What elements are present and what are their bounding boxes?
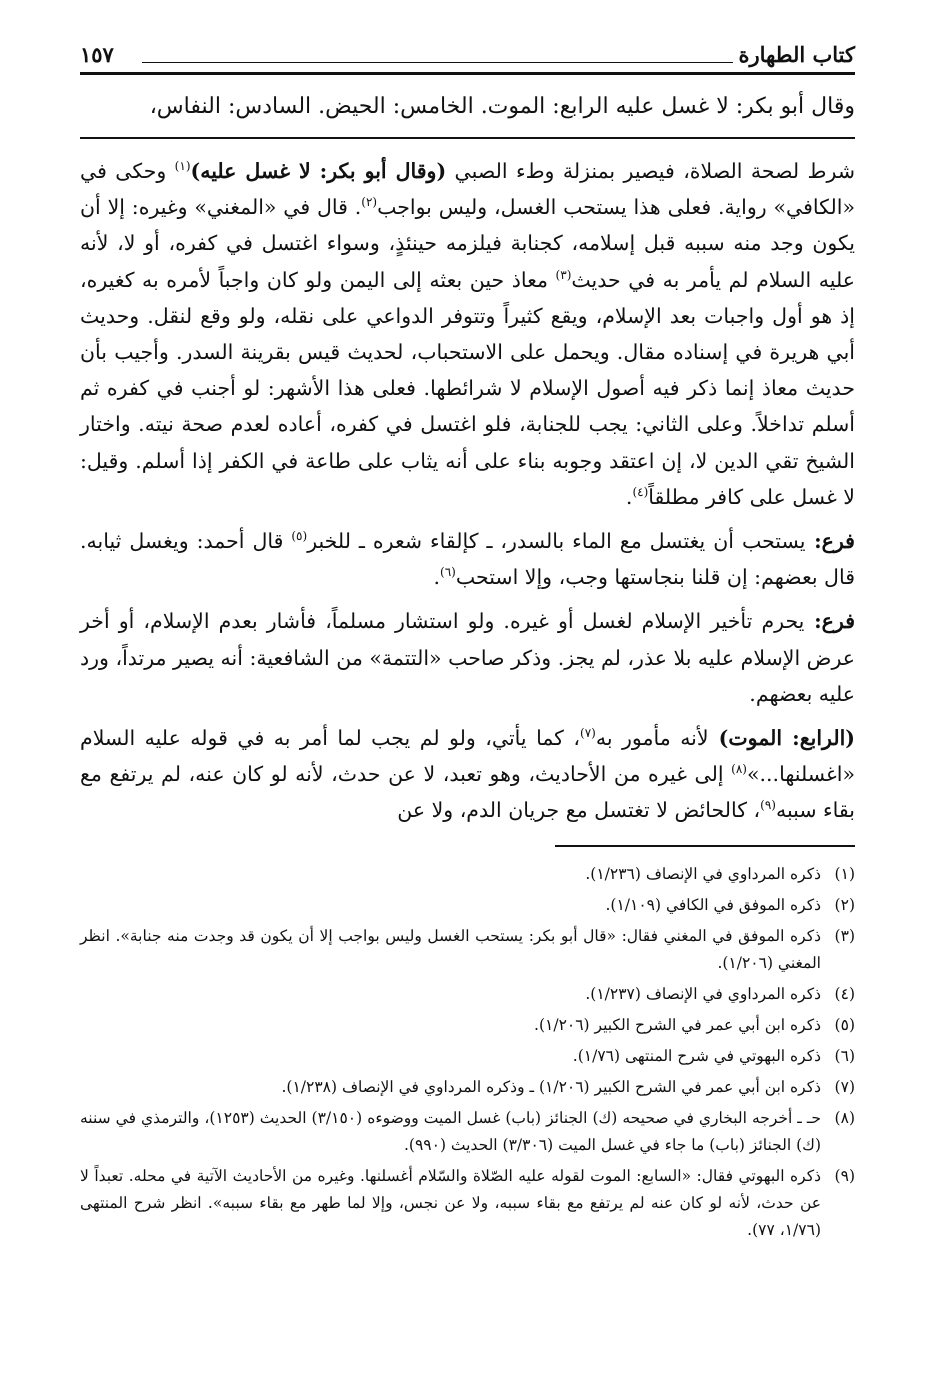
footnote [80, 892, 855, 919]
text-segment: ، كما يأتي، ولو لم يجب لما أمر به في قوله عليه السلام «اغسلنها...» [80, 726, 855, 787]
footnote-number: (٥) [834, 1015, 855, 1034]
text-segment: لأنه مأمور به [595, 726, 709, 751]
footnote-number: (١) [834, 864, 855, 883]
footnote-ref: (٦) [440, 565, 456, 580]
text-segment: . [625, 484, 633, 509]
footnote-ref: (٢) [361, 195, 378, 210]
footnote-number: (٩) [834, 1166, 855, 1185]
footnote-text: ذكره المرداوي في الإنصاف (١/٢٣٦). [585, 864, 821, 883]
quoted-matn: (وقال أبو بكر: لا غسل عليه) [190, 159, 447, 183]
paragraph [80, 153, 855, 515]
header-rule [142, 62, 733, 63]
commentary [80, 153, 855, 829]
far-label: فرع: [805, 529, 855, 554]
text-segment: ، كالحائض لا تغتسل مع جريان الدم، ولا عن [397, 798, 761, 823]
far-label: فرع: [804, 609, 855, 634]
text-segment: . [433, 565, 441, 590]
footnote-text: ذكره ابن أبي عمر في الشرح الكبير (١/٢٠٦) ـ وذكره المرداوي في الإنصاف (١/٢٣٨). [281, 1077, 821, 1096]
footnote-ref: (٧) [580, 726, 596, 741]
footnote-number: (٤) [834, 984, 855, 1003]
matn-text: وقال أبو بكر: لا غسل عليه الرابع: الموت. الخامس: الحيض. السادس: النفاس، [149, 94, 855, 119]
footnote-text: ذكره ابن أبي عمر في الشرح الكبير (١/٢٠٦). [534, 1015, 821, 1034]
footnote [80, 1105, 855, 1159]
text-segment: وحكى في «الكافي» رواية. فعلى هذا يستحب الغسل، وليس بواجب [80, 159, 855, 220]
footnote-number: (٣) [834, 926, 855, 945]
footnote [80, 1043, 855, 1070]
footnote [80, 1074, 855, 1101]
footnote [80, 923, 855, 977]
footnote-ref: (٣) [555, 267, 572, 282]
footnote-number: (٢) [834, 895, 855, 914]
footnote-separator [555, 845, 855, 847]
text-segment: معاذ حين بعثه إلى اليمن ولو كان واجباً لأمره به كغيره، إذ هو أول واجبات بعد الإسلام، ويقع كثيراً وتتوفر الدواعي على نقله، ولو وقع لنقل. وحديث أبي هريرة في إسناده مقال. ويحمل على الاستحباب، لحديث قيس بقرينة السدر. وأجيب بأن حديث معاذ إنما ذكر فيه أصول الإسلام لا شرائطها. فعلى هذا الأشهر: لو أجنب في كفره ثم أسلم تداخلاً. وعلى الثاني: يجب للجنابة، فلو اغتسل في كفره، أعاده لعدم صحة نيته. واختار الشيخ تقي الدين لا، إن اعتقد وجوبه بناء على أنه يثاب على طاعة في الكفر إذا أسلم. وقيل: لا غسل على كافر مطلقاً [80, 267, 855, 509]
text-segment: . قال في «المغني» وغيره: إلا أن يكون وجد منه سببه قبل إسلامه، كجنابة فيلزمه حينئذٍ، وسواء اغتسل في كفره، أو لا، لأنه عليه السلام لم يأمر به في حديث [80, 195, 855, 292]
footnote [80, 1012, 855, 1039]
footnote-text: حـ ـ أخرجه البخاري في صحيحه (ك) الجنائز (باب) غسل الميت ووضوءه (٣/١٥٠) الحديث (١٢٥٣)، والترمذي في سننه (ك) الجنائز (باب) ما جاء في غسل الميت (٣/٣٠٦) الحديث (٩٩٠). [80, 1108, 821, 1154]
footnotes [80, 861, 855, 1244]
footnote-ref: (٥) [291, 529, 308, 544]
paragraph [80, 523, 855, 595]
paragraph [80, 720, 855, 829]
footnote [80, 861, 855, 888]
text-segment: إلى غيره من الأحاديث، وهو تعبد، لا عن حدث، لأنه لو كان عنه، لم يرتفع مع بقاء سببه [80, 762, 855, 823]
text-segment: يحرم تأخير الإسلام لغسل أو غيره. ولو استشار مسلماً، فأشار بعدم الإسلام، أو أخر عرض الإسلام عليه بلا عذر، لم يجز. وذكر صاحب «التتمة» من الشافعية: أنه يصير مرتداً، ورد عليه بعضهم. [80, 609, 855, 706]
paragraph [80, 603, 855, 712]
footnote-ref: (٩) [760, 798, 776, 813]
footnote-ref: (٤) [632, 485, 649, 499]
footnote [80, 981, 855, 1008]
book-page [80, 36, 855, 1346]
footnote-text: ذكره البهوتي فقال: «السابع: الموت لقوله عليه الصّلاة والسّلام أغسلنها. وغيره من الأحاديث الآتية في محله. تعبداً لا عن حدث، لأنه لو كان عنه لم يرتفع مع بقاء سببه، ولا عن نجس، وإلا لما طهر مع بقاء سببه». انظر شرح المنتهى (١/٧٦، ٧٧). [80, 1166, 821, 1239]
footnote-ref: (٨) [731, 762, 747, 777]
matn-divider [80, 137, 855, 139]
footnote-text: ذكره الموفق في الكافي (١/١٠٩). [605, 895, 821, 914]
footnote-text: ذكره الموفق في المغني فقال: «قال أبو بكر: يستحب الغسل وليس بواجب إلا أن يكون قد وجدت منه جنابة». انظر المغني (١/٢٠٦). [80, 926, 821, 972]
text-segment: يستحب أن يغتسل مع الماء بالسدر، ـ كإلقاء شعره ـ للخبر [307, 529, 806, 554]
footnote-text: ذكره المرداوي في الإنصاف (١/٢٣٧). [585, 984, 821, 1003]
footnote-ref: (١) [174, 159, 191, 174]
quoted-matn: (الرابع: الموت) [708, 726, 855, 751]
footnote-number: (٦) [834, 1046, 855, 1065]
footnote [80, 1163, 855, 1244]
text-segment: شرط لصحة الصلاة، فيصير بمنزلة وطء الصبي [446, 159, 855, 183]
footnote-number: (٨) [834, 1108, 855, 1127]
page-header [80, 36, 855, 72]
text-segment: قال أحمد: ويغسل ثيابه. قال بعضهم: إن قلنا بنجاستها وجب، وإلا استحب [80, 529, 855, 590]
footnote-number: (٧) [834, 1077, 855, 1096]
running-title: كتاب الطهارة [738, 42, 855, 67]
footnote-text: ذكره البهوتي في شرح المنتهى (١/٧٦). [572, 1046, 821, 1065]
page-number: ١٥٧ [80, 42, 114, 67]
